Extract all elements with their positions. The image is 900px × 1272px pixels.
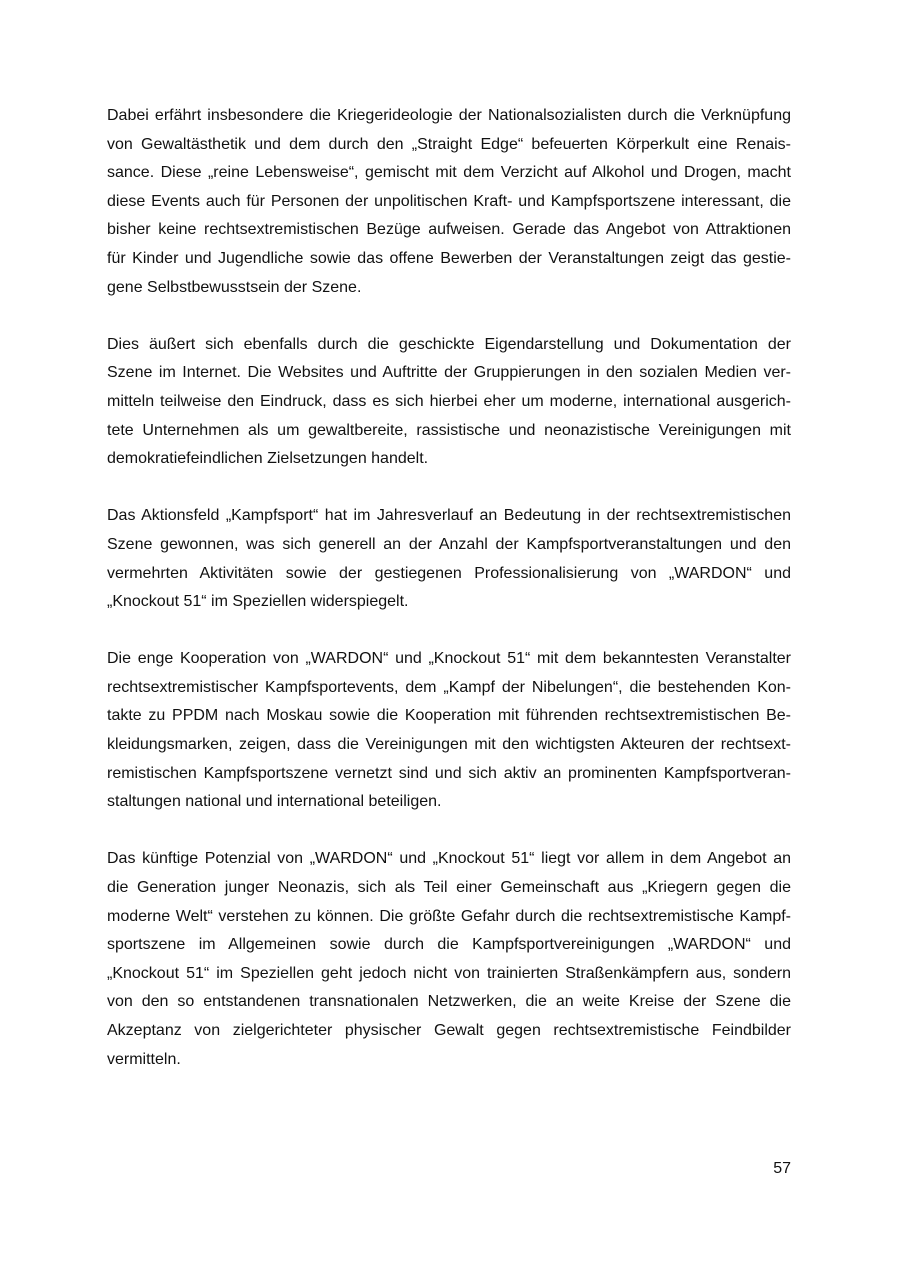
- text-line: remistischen Kampfsportszene vernetzt sind und sich aktiv an prominenten Kampfsportveran-: [107, 764, 791, 782]
- body-text: [107, 102, 791, 1103]
- text-line: demokratiefeindlichen Zielsetzungen handelt.: [107, 450, 429, 468]
- text-line: Das künftige Potenzial von „WARDON“ und „Knockout 51“ liegt vor allem in dem Angebot an: [107, 850, 791, 868]
- text-line: Das Aktionsfeld „Kampfsport“ hat im Jahresverlauf an Bedeutung in der rechtsextremistischen: [107, 507, 791, 525]
- text-line: diese Events auch für Personen der unpolitischen Kraft- und Kampfsportszene interessant, die: [107, 192, 791, 210]
- text-line: für Kinder und Jugendliche sowie das offene Bewerben der Veranstaltungen zeigt das gestie-: [107, 249, 791, 267]
- paragraph-4: [107, 645, 791, 817]
- text-line: sportszene im Allgemeinen sowie durch die Kampfsportvereinigungen „WARDON“ und: [107, 936, 791, 954]
- text-line: Die enge Kooperation von „WARDON“ und „Knockout 51“ mit dem bekanntesten Veranstalter: [107, 650, 791, 668]
- page-number: 57: [773, 1160, 791, 1177]
- text-line: „Knockout 51“ im Speziellen geht jedoch nicht von trainierten Straßenkämpfern aus, sondern: [107, 964, 791, 982]
- text-line: Dabei erfährt insbesondere die Kriegerideologie der Nationalsozialisten durch die Verknüpfung: [107, 107, 791, 124]
- text-line: „Knockout 51“ im Speziellen widerspiegelt.: [107, 593, 409, 611]
- text-line: vermehrten Aktivitäten sowie der gestiegenen Professionalisierung von „WARDON“ und: [107, 564, 791, 582]
- text-line: tete Unternehmen als um gewaltbereite, rassistische und neonazistische Vereinigungen mit: [107, 421, 791, 439]
- paragraph-1: [107, 102, 791, 302]
- text-line: bisher keine rechtsextremistischen Bezüge aufweisen. Gerade das Angebot von Attraktionen: [107, 221, 791, 239]
- text-line: von den so entstandenen transnationalen Netzwerken, die an weite Kreise der Szene die: [107, 993, 791, 1011]
- text-line: vermitteln.: [107, 1050, 181, 1068]
- text-line: sance. Diese „reine Lebensweise“, gemischt mit dem Verzicht auf Alkohol und Drogen, macht: [107, 164, 791, 182]
- text-line: Szene im Internet. Die Websites und Auftritte der Gruppierungen in den sozialen Medien ver-: [107, 364, 791, 382]
- text-line: staltungen national und international beteiligen.: [107, 793, 442, 811]
- text-line: rechtsextremistischer Kampfsportevents, dem „Kampf der Nibelungen“, die bestehenden Kon-: [107, 678, 791, 696]
- text-line: kleidungsmarken, zeigen, dass die Vereinigungen mit den wichtigsten Akteuren der rechtsext-: [107, 736, 791, 754]
- text-line: Szene gewonnen, was sich generell an der Anzahl der Kampfsportveranstaltungen und den: [107, 535, 791, 553]
- text-line: moderne Welt“ verstehen zu können. Die größte Gefahr durch die rechtsextremistische Kampf-: [107, 907, 791, 925]
- text-line: Akzeptanz von zielgerichteter physischer Gewalt gegen rechtsextremistische Feindbilder: [107, 1022, 791, 1039]
- text-line: von Gewaltästhetik und dem durch den „Straight Edge“ befeuerten Körperkult eine Renais-: [107, 135, 791, 153]
- text-line: gene Selbstbewusstsein der Szene.: [107, 278, 362, 296]
- paragraph-5: [107, 845, 791, 1074]
- text-line: Dies äußert sich ebenfalls durch die geschickte Eigendarstellung und Dokumentation der: [107, 335, 791, 353]
- text-line: takte zu PPDM nach Moskau sowie die Kooperation mit führenden rechtsextremistischen Be-: [107, 707, 791, 725]
- paragraph-2: [107, 331, 791, 474]
- paragraph-3: [107, 502, 791, 616]
- text-line: die Generation junger Neonazis, sich als Teil einer Gemeinschaft aus „Kriegern gegen die: [107, 879, 791, 897]
- text-line: mitteln teilweise den Eindruck, dass es sich hierbei eher um moderne, international ausgerich-: [107, 392, 791, 410]
